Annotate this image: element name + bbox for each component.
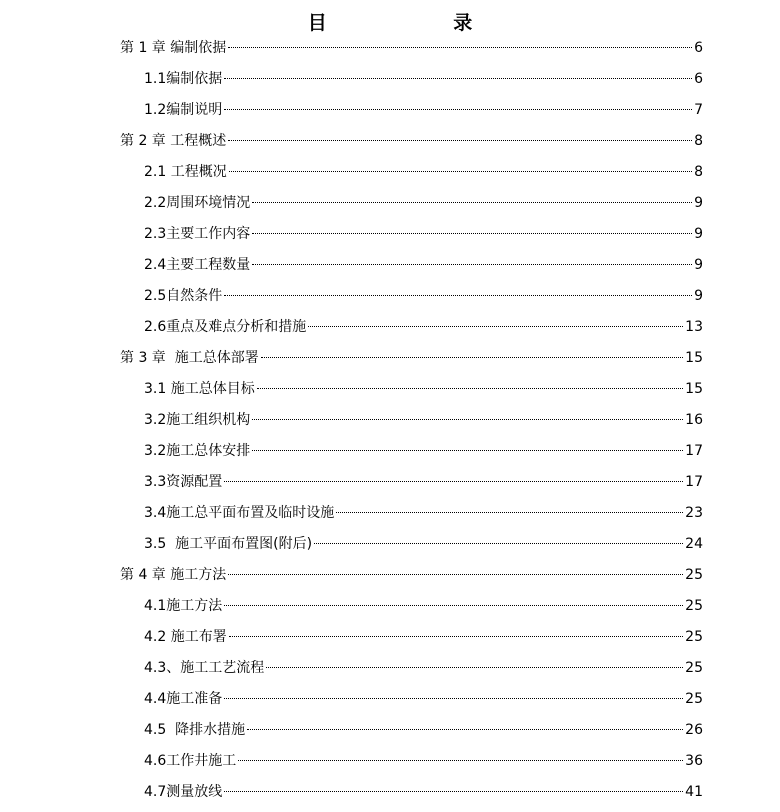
toc-dot-leader: [229, 636, 683, 637]
toc-dot-leader: [224, 605, 683, 606]
toc-dot-leader: [252, 202, 692, 203]
toc-entry-label: 4.7测量放线: [144, 784, 223, 800]
toc-page-number: 9: [694, 288, 703, 304]
toc-section-entry[interactable]: [144, 312, 703, 343]
toc-dot-leader: [314, 543, 683, 544]
toc-section-entry[interactable]: [144, 653, 703, 684]
toc-entry-label: 第 2 章 工程概述: [120, 133, 227, 149]
toc-dot-leader: [228, 47, 692, 48]
toc-page-number: 25: [685, 629, 703, 645]
toc-page-number: 36: [685, 753, 703, 769]
toc-dot-leader: [229, 171, 692, 172]
toc-page-number: 15: [685, 381, 703, 397]
toc-dot-leader: [247, 729, 683, 730]
toc-page-number: 25: [685, 660, 703, 676]
toc-section-entry[interactable]: [144, 684, 703, 715]
toc-page-number: 13: [685, 319, 703, 335]
toc-page-number: 15: [685, 350, 703, 366]
toc-section-entry[interactable]: [144, 529, 703, 560]
toc-page-number: 25: [685, 598, 703, 614]
toc-chapter-entry[interactable]: [120, 343, 703, 374]
toc-dot-leader: [252, 419, 683, 420]
toc-dot-leader: [224, 78, 692, 79]
toc-section-entry[interactable]: [144, 777, 703, 808]
toc-section-entry[interactable]: [144, 64, 703, 95]
toc-dot-leader: [224, 698, 683, 699]
toc-entry-label: 4.1施工方法: [144, 598, 223, 614]
toc-chapter-entry[interactable]: [120, 560, 703, 591]
toc-page-number: 16: [685, 412, 703, 428]
toc-dot-leader: [252, 233, 692, 234]
toc-dot-leader: [224, 109, 692, 110]
toc-page-number: 24: [685, 536, 703, 552]
toc-entry-label: 3.2施工总体安排: [144, 443, 251, 459]
toc-section-entry[interactable]: [144, 219, 703, 250]
toc-dot-leader: [252, 450, 683, 451]
toc-dot-leader: [308, 326, 683, 327]
toc-section-entry[interactable]: [144, 188, 703, 219]
toc-page-number: 26: [685, 722, 703, 738]
toc-chapter-entry[interactable]: [120, 126, 703, 157]
toc-page-number: 25: [685, 691, 703, 707]
toc-entry-label: 4.2 施工布署: [144, 629, 227, 645]
toc-dot-leader: [252, 264, 692, 265]
toc-entry-label: 1.2编制说明: [144, 102, 223, 118]
toc-section-entry[interactable]: [144, 715, 703, 746]
toc-entry-label: 2.1 工程概况: [144, 164, 227, 180]
toc-page-number: 23: [685, 505, 703, 521]
toc-entry-label: 4.5 降排水措施: [144, 722, 246, 738]
toc-dot-leader: [228, 574, 683, 575]
toc-entry-label: 第 3 章 施工总体部署: [120, 350, 259, 366]
toc-entry-label: 第 1 章 编制依据: [120, 40, 227, 56]
toc-entry-label: 2.5自然条件: [144, 288, 223, 304]
toc-page-number: 17: [685, 474, 703, 490]
toc-page-number: 8: [694, 133, 703, 149]
toc-chapter-entry[interactable]: [120, 33, 703, 64]
toc-section-entry[interactable]: [144, 250, 703, 281]
toc-section-entry[interactable]: [144, 281, 703, 312]
toc-entry-label: 2.2周围环境情况: [144, 195, 251, 211]
toc-page-number: 17: [685, 443, 703, 459]
toc-section-entry[interactable]: [144, 436, 703, 467]
toc-section-entry[interactable]: [144, 467, 703, 498]
toc-page-number: 41: [685, 784, 703, 800]
toc-dot-leader: [261, 357, 683, 358]
toc-entry-label: 4.6工作井施工: [144, 753, 237, 769]
toc-page-number: 9: [694, 257, 703, 273]
toc-entry-label: 3.3资源配置: [144, 474, 223, 490]
toc-section-entry[interactable]: [144, 95, 703, 126]
toc-entry-label: 3.5 施工平面布置图(附后): [144, 536, 313, 552]
toc-section-entry[interactable]: [144, 405, 703, 436]
toc-section-entry[interactable]: [144, 622, 703, 653]
toc-page-number: 7: [694, 102, 703, 118]
toc-section-entry[interactable]: [144, 498, 703, 529]
toc-dot-leader: [224, 295, 692, 296]
toc-title: 目 录: [307, 12, 533, 34]
toc-entry-label: 3.1 施工总体目标: [144, 381, 255, 397]
toc-page-number: 25: [685, 567, 703, 583]
toc-entry-label: 2.6重点及难点分析和措施: [144, 319, 307, 335]
toc-section-entry[interactable]: [144, 591, 703, 622]
toc-entry-label: 3.4施工总平面布置及临时设施: [144, 505, 335, 521]
toc-section-entry[interactable]: [144, 374, 703, 405]
toc-dot-leader: [238, 760, 683, 761]
toc-section-entry[interactable]: [144, 157, 703, 188]
toc-page-number: 8: [694, 164, 703, 180]
toc-entry-label: 1.1编制依据: [144, 71, 223, 87]
toc-entry-label: 2.4主要工程数量: [144, 257, 251, 273]
toc-dot-leader: [224, 481, 683, 482]
toc-dot-leader: [257, 388, 683, 389]
toc-entry-label: 第 4 章 施工方法: [120, 567, 227, 583]
toc-dot-leader: [266, 667, 683, 668]
toc-page-number: 6: [694, 71, 703, 87]
toc-entry-label: 3.2施工组织机构: [144, 412, 251, 428]
toc-page-number: 9: [694, 195, 703, 211]
toc-entry-label: 4.3、施工工艺流程: [144, 660, 265, 676]
toc-entry-label: 4.4施工准备: [144, 691, 223, 707]
toc-page-number: 6: [694, 40, 703, 56]
toc-section-entry[interactable]: [144, 746, 703, 777]
toc-dot-leader: [228, 140, 692, 141]
toc-page-number: 9: [694, 226, 703, 242]
toc-entry-label: 2.3主要工作内容: [144, 226, 251, 242]
toc-dot-leader: [224, 791, 683, 792]
toc-dot-leader: [336, 512, 683, 513]
